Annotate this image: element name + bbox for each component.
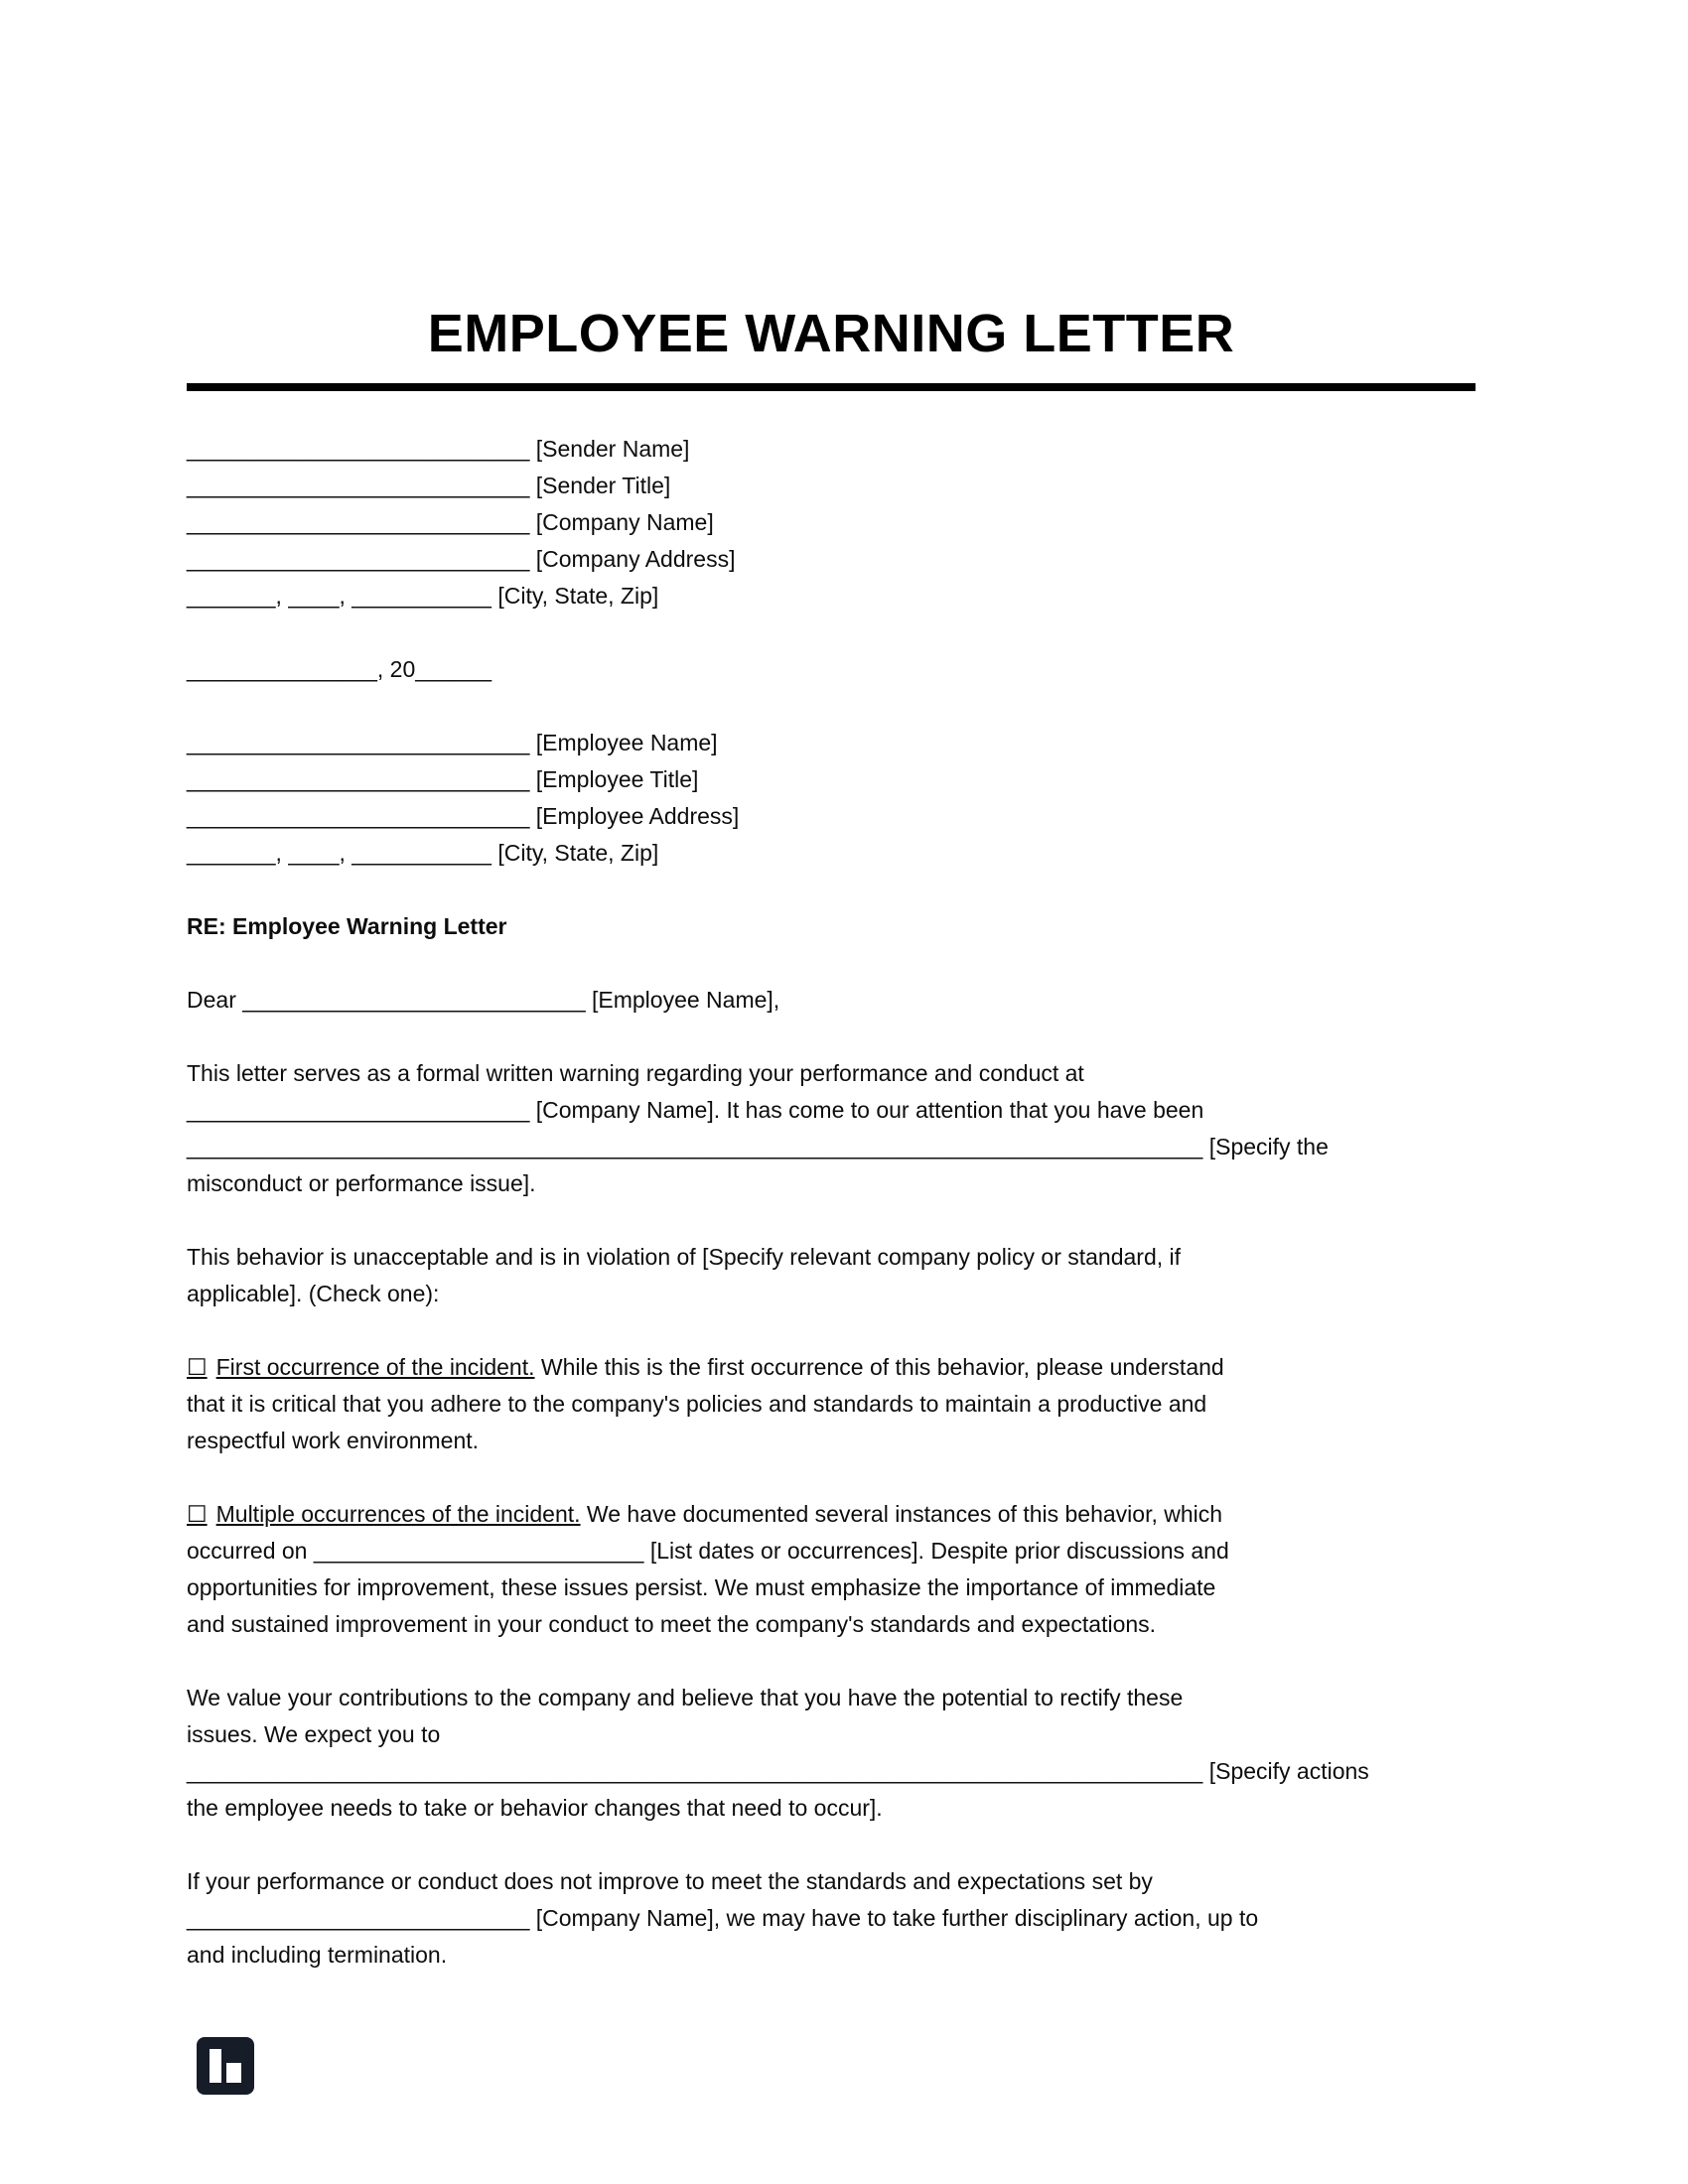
sender-company-address-line: ___________________________ [Company Address] (187, 546, 736, 572)
employee-title-line: ___________________________ [Employee Title] (187, 766, 699, 792)
first-occurrence-heading-line (187, 1349, 1476, 1386)
first-occurrence-line-2: that it is critical that you adhere to the company's policies and standards to maintain a productive and (187, 1391, 1207, 1417)
consequence-paragraph (187, 1863, 1476, 1974)
multiple-occurrences-title (187, 1501, 581, 1527)
sender-city-state-zip-line: _______, ____, ___________ [City, State, Zip] (187, 583, 659, 609)
date-block (187, 651, 1476, 688)
first-occurrence-title (187, 1354, 535, 1380)
intro-line-2: ___________________________ [Company Name]. It has come to our attention that you have been (187, 1097, 1204, 1123)
multiple-occurrences-line-3: opportunities for improvement, these issues persist. We must emphasize the importance of immediate (187, 1574, 1216, 1600)
first-occurrence-section (187, 1349, 1476, 1459)
employee-address-block (187, 725, 1476, 872)
sender-address-block (187, 431, 1476, 614)
multiple-occurrences-title-text: Multiple occurrences of the incident. (215, 1501, 581, 1527)
re-subject-block (187, 908, 1476, 945)
first-occurrence-title-text: First occurrence of the incident. (215, 1354, 535, 1380)
sender-title-line: ___________________________ [Sender Title] (187, 473, 671, 498)
title-divider (187, 383, 1476, 391)
policy-violation-paragraph (187, 1239, 1476, 1312)
multiple-occurrences-section (187, 1496, 1476, 1643)
consequence-line-3: and including termination. (187, 1942, 448, 1968)
policy-line-1: This behavior is unacceptable and is in violation of [Specify relevant company policy or standard, if (187, 1244, 1182, 1270)
expectations-line-3: ________________________________________________________________________________ [Specify actions (187, 1758, 1369, 1784)
sender-company-name-line: ___________________________ [Company Name] (187, 509, 714, 535)
salutation-block (187, 982, 1476, 1019)
expectations-line-2: issues. We expect you to (187, 1721, 441, 1747)
employee-name-line: ___________________________ [Employee Name] (187, 730, 718, 755)
intro-paragraph (187, 1055, 1476, 1202)
logo-l-foot-block (226, 2063, 241, 2083)
checkbox-icon[interactable]: ☐ (187, 1354, 208, 1380)
intro-line-1: This letter serves as a formal written warning regarding your performance and conduct at (187, 1060, 1084, 1086)
employee-city-state-zip-line: _______, ____, ___________ [City, State, Zip] (187, 840, 659, 866)
first-occurrence-line-3: respectful work environment. (187, 1428, 480, 1453)
date-line: _______________, 20______ (187, 656, 492, 682)
intro-line-4: misconduct or performance issue]. (187, 1170, 536, 1196)
logo-l-vertical-bar (210, 2049, 221, 2083)
page-title: EMPLOYEE WARNING LETTER (427, 304, 1235, 363)
policy-line-2: applicable]. (Check one): (187, 1281, 440, 1306)
sender-name-line: ___________________________ [Sender Name] (187, 436, 690, 462)
expectations-paragraph (187, 1680, 1476, 1827)
checkbox-icon[interactable]: ☐ (187, 1501, 208, 1527)
consequence-line-2: ___________________________ [Company Name], we may have to take further disciplinary action, up to (187, 1905, 1259, 1931)
multiple-occurrences-line-4: and sustained improvement in your conduct to meet the company's standards and expectations. (187, 1611, 1157, 1637)
multiple-occurrences-heading-line (187, 1496, 1476, 1533)
document-content (187, 304, 1476, 2010)
re-subject-line: RE: Employee Warning Letter (187, 913, 507, 939)
intro-line-3: ________________________________________________________________________________ [Specify the (187, 1134, 1329, 1160)
multiple-occurrences-lead-text: We have documented several instances of this behavior, which (580, 1501, 1223, 1527)
employee-address-line: ___________________________ [Employee Address] (187, 803, 740, 829)
legaltemplates-logo (197, 2037, 254, 2095)
salutation-line: Dear ___________________________ [Employee Name], (187, 987, 780, 1013)
multiple-occurrences-line-2: occurred on __________________________ [List dates or occurrences]. Despite prior discussions and (187, 1538, 1229, 1564)
expectations-line-1: We value your contributions to the company and believe that you have the potential to rectify these (187, 1685, 1184, 1710)
first-occurrence-lead-text: While this is the first occurrence of this behavior, please understand (534, 1354, 1224, 1380)
consequence-line-1: If your performance or conduct does not improve to meet the standards and expectations set by (187, 1868, 1153, 1894)
expectations-line-4: the employee needs to take or behavior changes that need to occur]. (187, 1795, 883, 1821)
